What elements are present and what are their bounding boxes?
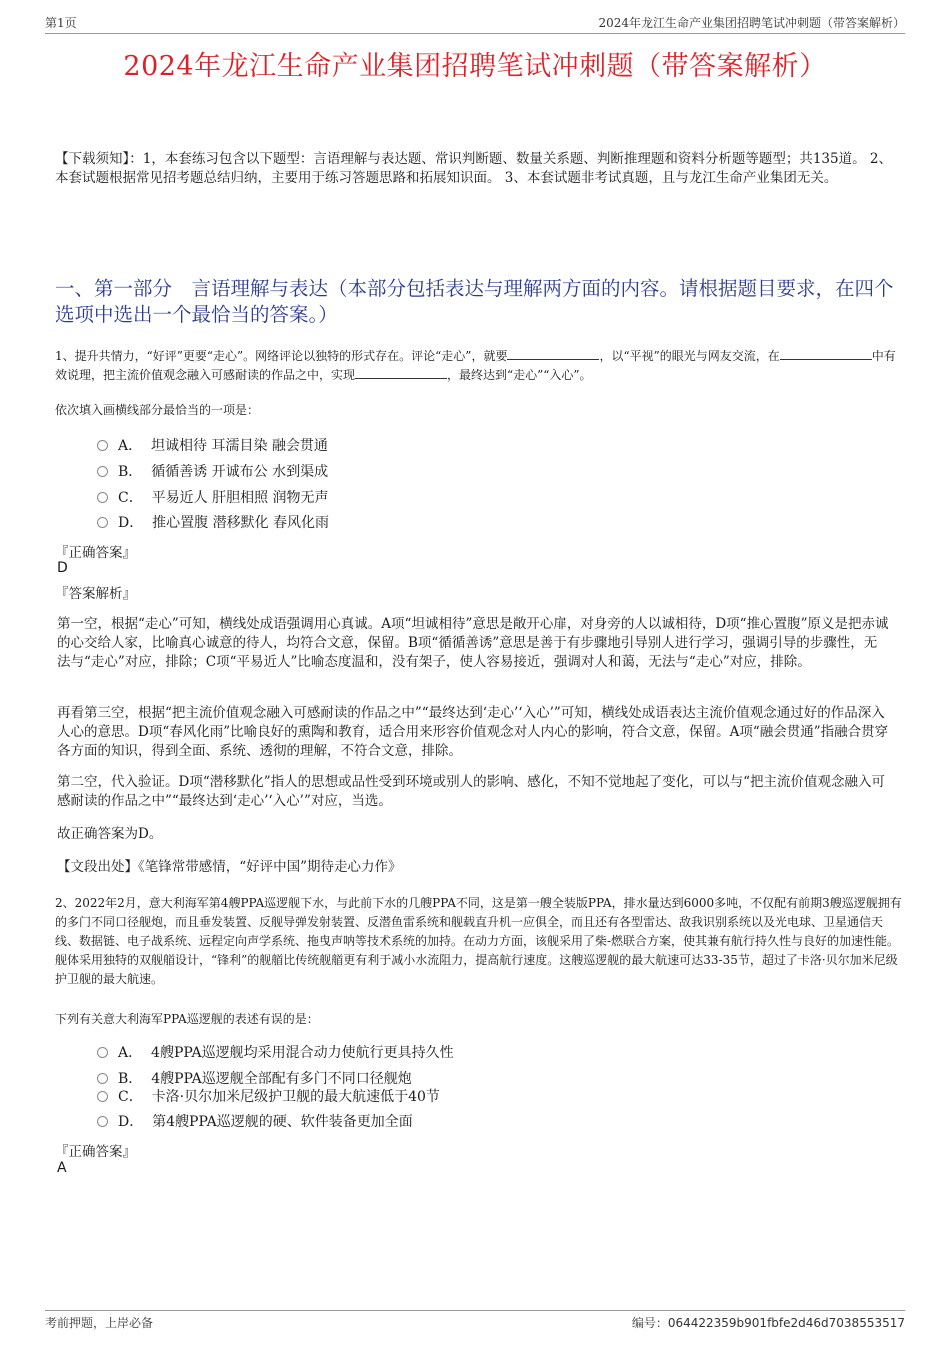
- option-text: 第4艘PPA巡逻舰的硬、软件装备更加全面: [152, 1114, 413, 1130]
- q1-blank-2[interactable]: [780, 347, 872, 360]
- question-1-stem: [55, 347, 905, 385]
- option-text: 4艘PPA巡逻舰全部配有多门不同口径舰炮: [151, 1071, 412, 1087]
- q1-source: 【文段出处】《笔锋常带感情，“好评中国”期待走心力作》: [57, 859, 402, 875]
- footer-code: [632, 1314, 905, 1331]
- q2-answer: A: [57, 1160, 67, 1176]
- q1-blank-3[interactable]: [355, 366, 447, 379]
- option-letter: D．: [118, 1114, 144, 1130]
- option-letter: C．: [118, 490, 143, 506]
- radio-icon[interactable]: [97, 517, 108, 528]
- q1-option-b[interactable]: [97, 462, 328, 482]
- q2-option-b[interactable]: [97, 1069, 412, 1089]
- q1-analysis-paragraph: 第一空，根据“走心”可知，横线处成语强调用心真诚。A项“坦诚相待”意思是敞开心扉，对身旁的人以诚相待，D项“推心置腹”原义是把赤诚的心交给人家，比喻真心诚意的待人，均符合文意，保留。B项“循循善诱”意思是善于有步骤地引导别人进行学习，强调引导的步骤性，无法与“走心”对应，排除；C项“平易近人”比喻态度温和，没有架子，使人容易接近，强调对人和蔼，无法与“走心”对应，排除。: [57, 616, 889, 670]
- radio-icon[interactable]: [97, 492, 108, 503]
- q1-analysis-paragraph: 再看第三空，根据“把主流价值观念融入可感耐读的作品之中”“最终达到‘走心’‘入心’”可知，横线处成语表达主流价值观念通过好的作品深入人心的意思。D项“春风化雨”比喻良好的熏陶和教育，适合用来形容价值观念对人内心的影响，符合文意，保留。A项“融会贯通”指融合贯穿各方面的知识，得到全面、系统、透彻的理解，不符合文意，排除。: [57, 705, 889, 759]
- option-text: 卡洛·贝尔加米尼级护卫舰的最大航速低于40节: [151, 1089, 440, 1105]
- radio-icon[interactable]: [97, 466, 108, 477]
- footer-divider: [45, 1310, 905, 1311]
- q1-stem-part-c: 中有效说理，把主流价值观念融入可感耐读的作品之中，实现: [55, 349, 896, 382]
- question-2-prompt: 下列有关意大利海军PPA巡逻舰的表述有误的是：: [55, 1012, 319, 1026]
- q1-stem-part-b: ，以“平视”的眼光与网友交流，在: [599, 349, 780, 363]
- radio-icon[interactable]: [97, 1073, 108, 1084]
- q1-option-d[interactable]: [97, 513, 329, 533]
- option-text: 4艘PPA巡逻舰均采用混合动力使航行更具持久性: [151, 1045, 454, 1061]
- question-1-prompt: 依次填入画横线部分最恰当的一项是：: [55, 403, 260, 417]
- q1-answer-label: 『正确答案』: [55, 545, 136, 561]
- radio-icon[interactable]: [97, 1116, 108, 1127]
- footer-code-value: 064422359b901fbfe2d46d7038553517: [667, 1316, 905, 1330]
- q2-answer-label: 『正确答案』: [55, 1144, 136, 1160]
- q1-analysis-paragraph: 故正确答案为D。: [57, 826, 163, 842]
- header-page-number: 第1页: [45, 16, 77, 30]
- page-title: 2024年龙江生命产业集团招聘笔试冲刺题（带答案解析）: [123, 51, 827, 82]
- q2-option-a[interactable]: [97, 1043, 454, 1063]
- option-letter: B．: [118, 464, 143, 480]
- q1-analysis-label: 『答案解析』: [55, 586, 136, 602]
- radio-icon[interactable]: [97, 1091, 108, 1102]
- option-text: 平易近人 肝胆相照 润物无声: [151, 490, 329, 506]
- option-text: 循循善诱 开诚布公 水到渠成: [151, 464, 329, 480]
- option-letter: A．: [118, 1045, 143, 1061]
- q1-analysis-paragraph: 第二空，代入验证。D项“潜移默化”指人的思想或品性受到环境或别人的影响、感化，不知不觉地起了变化，可以与“把主流价值观念融入可感耐读的作品之中”“最终达到‘走心’‘入心’”对应，当选。: [57, 774, 886, 809]
- q2-option-c[interactable]: [97, 1087, 440, 1107]
- question-2-stem: 2、2022年2月，意大利海军第4艘PPA巡逻舰下水，与此前下水的几艘PPA不同，这是第一艘全装版PPA，排水量达到6000多吨，不仅配有前期3艘巡逻舰拥有的多门不同口径舰炮，而且垂发装置、反舰导弹发射装置、反潜鱼雷系统和舰载直升机一应俱全，而且还有各型雷达、敌我识别系统以及光电球、卫星通信天线、数据链、电子战系统、远程定向声学系统、拖曳声呐等技术系统的加持。在动力方面，该舰采用了柴-燃联合方案，使其兼有航行持久性与良好的加速性能。舰体采用独特的双舰艏设计，“锋利”的舰艏比传统舰艏更有利于减小水流阻力，提高航行速度。这艘巡逻舰的最大航速可达33-35节，超过了卡洛·贝尔加米尼级护卫舰的最大航速。: [55, 896, 902, 986]
- option-letter: D．: [118, 515, 144, 531]
- q1-option-c[interactable]: [97, 488, 329, 508]
- footer-slogan: 考前押题，上岸必备: [45, 1316, 154, 1330]
- q1-option-a[interactable]: [97, 436, 328, 456]
- q2-option-d[interactable]: [97, 1112, 413, 1132]
- download-notice: 【下载须知】：1，本套练习包含以下题型：言语理解与表达题、常识判断题、数量关系题、判断推理题和资料分析题等题型；共135道。 2、本套试题根据常见招考题总结归纳，主要用于练习答题思路和拓展知识面。 3、本套试题非考试真题，且与龙江生命产业集团无关。: [55, 151, 892, 186]
- footer-code-label: 编号：: [631, 1316, 668, 1330]
- radio-icon[interactable]: [97, 440, 108, 451]
- q1-answer: D: [57, 560, 68, 576]
- option-text: 推心置腹 潜移默化 春风化雨: [152, 515, 330, 531]
- q1-blank-1[interactable]: [507, 347, 599, 360]
- option-letter: A．: [118, 438, 143, 454]
- option-letter: C．: [118, 1089, 143, 1105]
- radio-icon[interactable]: [97, 1047, 108, 1058]
- header-doc-title: 2024年龙江生命产业集团招聘笔试冲刺题（带答案解析）: [598, 16, 905, 30]
- header-divider: [45, 33, 905, 34]
- q1-stem-part-a: 1、提升共情力，“好评”更要“走心”。网络评论以独特的形式存在。评论“走心”，就要: [55, 349, 508, 363]
- option-text: 坦诚相待 耳濡目染 融会贯通: [151, 438, 328, 454]
- section-heading: 一、第一部分 言语理解与表达（本部分包括表达与理解两方面的内容。请根据题目要求，在四个选项中选出一个最恰当的答案。）: [55, 277, 894, 326]
- q1-stem-part-d: ，最终达到“走心”“入心”。: [447, 368, 592, 382]
- option-letter: B．: [118, 1071, 143, 1087]
